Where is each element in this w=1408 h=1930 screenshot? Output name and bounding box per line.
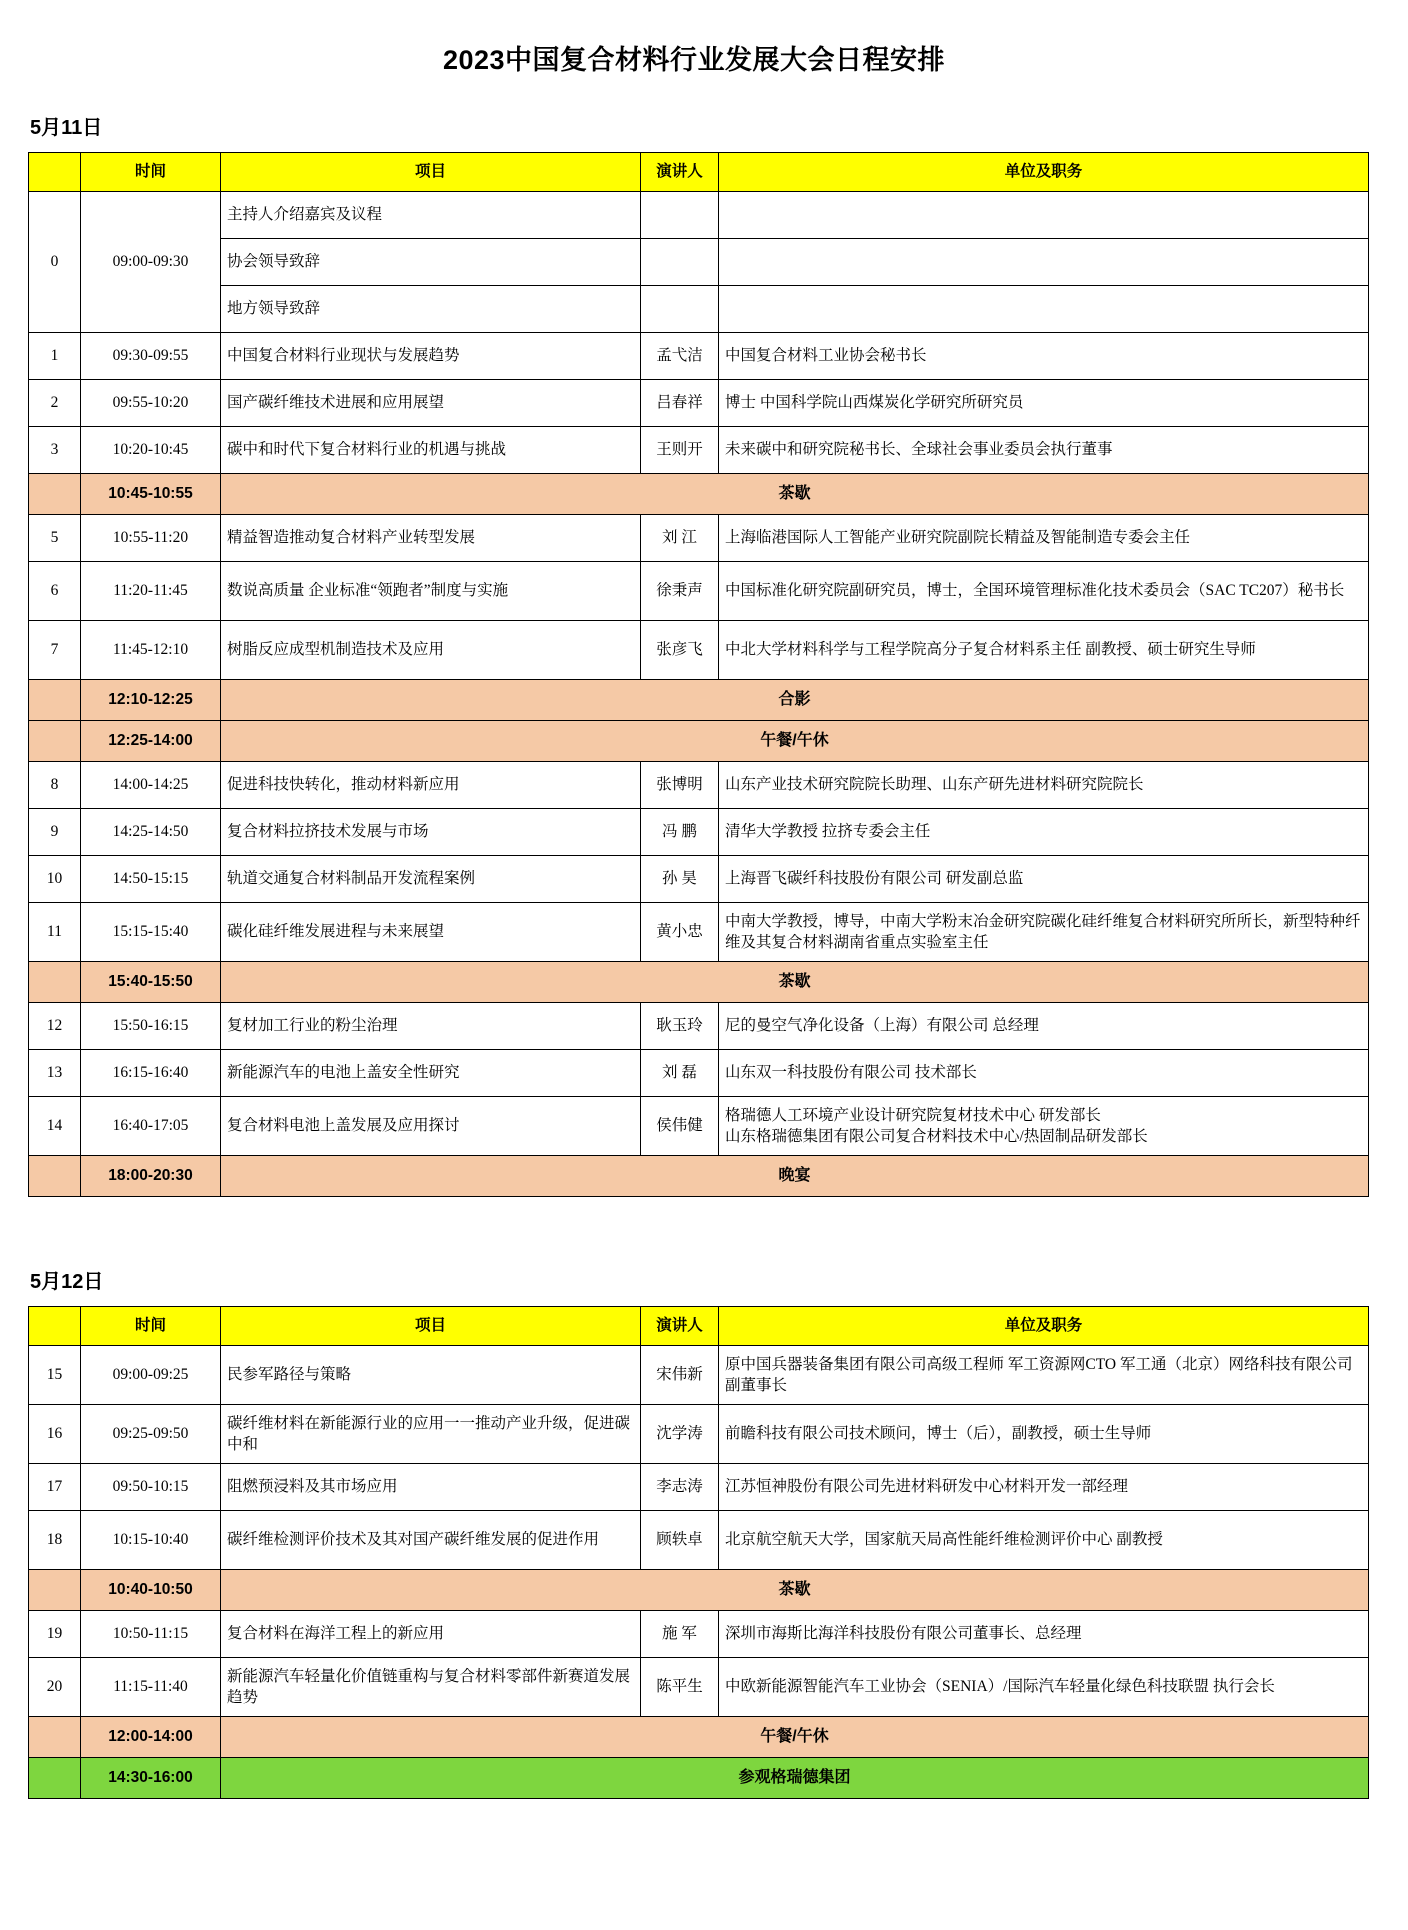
- row-index: 3: [29, 427, 81, 474]
- row-index: 9: [29, 809, 81, 856]
- row-topic: 碳中和时代下复合材料行业的机遇与挑战: [221, 427, 641, 474]
- row-index: 20: [29, 1658, 81, 1717]
- row-topic: 复合材料在海洋工程上的新应用: [221, 1611, 641, 1658]
- row-time: 18:00-20:30: [81, 1156, 221, 1197]
- row-index: [29, 474, 81, 515]
- row-topic: 精益智造推动复合材料产业转型发展: [221, 515, 641, 562]
- table-row: [29, 239, 1369, 286]
- row-index: 19: [29, 1611, 81, 1658]
- row-index: 7: [29, 621, 81, 680]
- row-organization: [719, 192, 1369, 239]
- row-time: 09:00-09:25: [81, 1346, 221, 1405]
- column-header-index: [29, 153, 81, 192]
- row-topic: 阻燃预浸料及其市场应用: [221, 1464, 641, 1511]
- row-topic: 复合材料电池上盖发展及应用探讨: [221, 1097, 641, 1156]
- row-index: 8: [29, 762, 81, 809]
- row-time: 15:15-15:40: [81, 903, 221, 962]
- row-time: 10:45-10:55: [81, 474, 221, 515]
- column-header-speaker: 演讲人: [641, 1307, 719, 1346]
- row-time: 15:50-16:15: [81, 1003, 221, 1050]
- row-index: 11: [29, 903, 81, 962]
- break-label: 茶歇: [221, 962, 1369, 1003]
- row-topic: 数说高质量 企业标准“领跑者”制度与实施: [221, 562, 641, 621]
- header-row: [29, 153, 1369, 192]
- table-row: [29, 286, 1369, 333]
- row-organization: 中国复合材料工业协会秘书长: [719, 333, 1369, 380]
- row-organization: 山东双一科技股份有限公司 技术部长: [719, 1050, 1369, 1097]
- row-speaker: 沈学涛: [641, 1405, 719, 1464]
- column-header-topic: 项目: [221, 1307, 641, 1346]
- row-time: 14:00-14:25: [81, 762, 221, 809]
- row-organization: 上海临港国际人工智能产业研究院副院长精益及智能制造专委会主任: [719, 515, 1369, 562]
- row-organization: 原中国兵器装备集团有限公司高级工程师 军工资源网CTO 军工通（北京）网络科技有限公司副董事长: [719, 1346, 1369, 1405]
- visit-label: 参观格瑞德集团: [221, 1758, 1369, 1799]
- row-topic: 碳纤维检测评价技术及其对国产碳纤维发展的促进作用: [221, 1511, 641, 1570]
- table-body-day1: [29, 192, 1369, 1197]
- row-index: [29, 721, 81, 762]
- day-block-1: [28, 111, 1388, 1197]
- row-index: 1: [29, 333, 81, 380]
- table-row: [29, 1511, 1369, 1570]
- row-speaker: 李志涛: [641, 1464, 719, 1511]
- column-header-speaker: 演讲人: [641, 153, 719, 192]
- column-header-time: 时间: [81, 1307, 221, 1346]
- row-index: 18: [29, 1511, 81, 1570]
- row-time: 09:25-09:50: [81, 1405, 221, 1464]
- table-body-day2: [29, 1346, 1369, 1799]
- row-speaker: 徐秉声: [641, 562, 719, 621]
- row-topic: 复合材料拉挤技术发展与市场: [221, 809, 641, 856]
- table-row: [29, 380, 1369, 427]
- table-row: [29, 856, 1369, 903]
- row-index: 6: [29, 562, 81, 621]
- row-speaker: 侯伟健: [641, 1097, 719, 1156]
- row-organization: 清华大学教授 拉挤专委会主任: [719, 809, 1369, 856]
- row-organization: 江苏恒神股份有限公司先进材料研发中心材料开发一部经理: [719, 1464, 1369, 1511]
- row-speaker: 黄小忠: [641, 903, 719, 962]
- row-index: [29, 962, 81, 1003]
- row-time: 09:30-09:55: [81, 333, 221, 380]
- row-topic: 树脂反应成型机制造技术及应用: [221, 621, 641, 680]
- table-row: [29, 1658, 1369, 1717]
- row-speaker: 陈平生: [641, 1658, 719, 1717]
- page-title: 2023中国复合材料行业发展大会日程安排: [442, 45, 946, 75]
- row-topic: 协会领导致辞: [221, 239, 641, 286]
- row-index: [29, 680, 81, 721]
- table-row: [29, 192, 1369, 239]
- row-time: 11:15-11:40: [81, 1658, 221, 1717]
- row-organization: 格瑞德人工环境产业设计研究院复材技术中心 研发部长 山东格瑞德集团有限公司复合材料技术中心/热固制品研发部长: [719, 1097, 1369, 1156]
- row-time: 16:40-17:05: [81, 1097, 221, 1156]
- row-index: [29, 1717, 81, 1758]
- row-topic: 碳化硅纤维发展进程与未来展望: [221, 903, 641, 962]
- break-label: 茶歇: [221, 474, 1369, 515]
- row-topic: 新能源汽车轻量化价值链重构与复合材料零部件新赛道发展趋势: [221, 1658, 641, 1717]
- row-organization: 北京航空航天大学，国家航天局高性能纤维检测评价中心 副教授: [719, 1511, 1369, 1570]
- row-organization: 未来碳中和研究院秘书长、全球社会事业委员会执行董事: [719, 427, 1369, 474]
- table-row: [29, 1003, 1369, 1050]
- table-row: [29, 1097, 1369, 1156]
- row-index: [29, 1758, 81, 1799]
- row-topic: 轨道交通复合材料制品开发流程案例: [221, 856, 641, 903]
- table-row: [29, 680, 1369, 721]
- table-row: [29, 809, 1369, 856]
- row-index: [29, 1570, 81, 1611]
- row-organization: 中北大学材料科学与工程学院高分子复合材料系主任 副教授、硕士研究生导师: [719, 621, 1369, 680]
- row-organization: [719, 239, 1369, 286]
- row-time: 09:50-10:15: [81, 1464, 221, 1511]
- column-header-index: [29, 1307, 81, 1346]
- row-index: 16: [29, 1405, 81, 1464]
- row-time: 12:25-14:00: [81, 721, 221, 762]
- row-speaker: 孙 昊: [641, 856, 719, 903]
- table-row: [29, 1464, 1369, 1511]
- break-label: 午餐/午休: [221, 1717, 1369, 1758]
- break-label: 合影: [221, 680, 1369, 721]
- row-index: 10: [29, 856, 81, 903]
- row-speaker: 耿玉玲: [641, 1003, 719, 1050]
- row-organization: 尼的曼空气净化设备（上海）有限公司 总经理: [719, 1003, 1369, 1050]
- day-label-2: 5月12日: [30, 1271, 104, 1293]
- row-speaker: 施 军: [641, 1611, 719, 1658]
- row-speaker: [641, 239, 719, 286]
- row-time: 10:55-11:20: [81, 515, 221, 562]
- row-time: 10:20-10:45: [81, 427, 221, 474]
- table-row: [29, 515, 1369, 562]
- row-speaker: [641, 286, 719, 333]
- row-time: 10:50-11:15: [81, 1611, 221, 1658]
- table-row: [29, 1611, 1369, 1658]
- row-speaker: 张博明: [641, 762, 719, 809]
- day-label-1: 5月11日: [30, 117, 103, 139]
- table-row: [29, 427, 1369, 474]
- row-speaker: [641, 192, 719, 239]
- table-row: [29, 1758, 1369, 1799]
- row-time: 09:00-09:30: [81, 192, 221, 333]
- row-time: 11:20-11:45: [81, 562, 221, 621]
- day-block-2: [28, 1265, 1388, 1799]
- row-speaker: 吕春祥: [641, 380, 719, 427]
- table-header-day1: [29, 153, 1369, 192]
- row-index: 5: [29, 515, 81, 562]
- table-row: [29, 1717, 1369, 1758]
- row-organization: 中国标准化研究院副研究员，博士，全国环境管理标准化技术委员会（SAC TC207）秘书长: [719, 562, 1369, 621]
- row-topic: 碳纤维材料在新能源行业的应用一一推动产业升级，促进碳中和: [221, 1405, 641, 1464]
- row-index: 14: [29, 1097, 81, 1156]
- row-organization: 中南大学教授，博导，中南大学粉末冶金研究院碳化硅纤维复合材料研究所所长，新型特种纤维及其复合材料湖南省重点实验室主任: [719, 903, 1369, 962]
- row-topic: 地方领导致辞: [221, 286, 641, 333]
- row-speaker: 刘 磊: [641, 1050, 719, 1097]
- table-row: [29, 562, 1369, 621]
- table-row: [29, 621, 1369, 680]
- header-row: [29, 1307, 1369, 1346]
- column-header-organization: 单位及职务: [719, 153, 1369, 192]
- break-label: 午餐/午休: [221, 721, 1369, 762]
- table-row: [29, 762, 1369, 809]
- row-speaker: 冯 鹏: [641, 809, 719, 856]
- row-organization: 中欧新能源智能汽车工业协会（SENIA）/国际汽车轻量化绿色科技联盟 执行会长: [719, 1658, 1369, 1717]
- row-topic: 中国复合材料行业现状与发展趋势: [221, 333, 641, 380]
- row-topic: 复材加工行业的粉尘治理: [221, 1003, 641, 1050]
- table-row: [29, 1570, 1369, 1611]
- break-label: 晚宴: [221, 1156, 1369, 1197]
- row-time: 14:50-15:15: [81, 856, 221, 903]
- row-organization: 上海晋飞碳纤科技股份有限公司 研发副总监: [719, 856, 1369, 903]
- row-index: 13: [29, 1050, 81, 1097]
- table-row: [29, 903, 1369, 962]
- break-label: 茶歇: [221, 1570, 1369, 1611]
- row-speaker: 宋伟新: [641, 1346, 719, 1405]
- table-row: [29, 333, 1369, 380]
- table-row: [29, 962, 1369, 1003]
- row-time: 10:40-10:50: [81, 1570, 221, 1611]
- row-time: 09:55-10:20: [81, 380, 221, 427]
- schedule-table-day2: [28, 1306, 1369, 1799]
- row-time: 12:00-14:00: [81, 1717, 221, 1758]
- row-speaker: 张彦飞: [641, 621, 719, 680]
- row-index: 17: [29, 1464, 81, 1511]
- column-header-topic: 项目: [221, 153, 641, 192]
- table-row: [29, 1346, 1369, 1405]
- row-time: 15:40-15:50: [81, 962, 221, 1003]
- row-time: 16:15-16:40: [81, 1050, 221, 1097]
- table-row: [29, 1050, 1369, 1097]
- row-topic: 新能源汽车的电池上盖安全性研究: [221, 1050, 641, 1097]
- schedule-table-day1: [28, 152, 1369, 1197]
- column-header-time: 时间: [81, 153, 221, 192]
- row-speaker: 孟弋洁: [641, 333, 719, 380]
- row-time: 12:10-12:25: [81, 680, 221, 721]
- row-organization: [719, 286, 1369, 333]
- table-row: [29, 1156, 1369, 1197]
- row-time: 11:45-12:10: [81, 621, 221, 680]
- row-speaker: 顾轶卓: [641, 1511, 719, 1570]
- row-organization: 山东产业技术研究院院长助理、山东产研先进材料研究院院长: [719, 762, 1369, 809]
- row-index: [29, 1156, 81, 1197]
- row-topic: 促进科技快转化，推动材料新应用: [221, 762, 641, 809]
- row-time: 14:30-16:00: [81, 1758, 221, 1799]
- table-header-day2: [29, 1307, 1369, 1346]
- table-row: [29, 721, 1369, 762]
- row-index: 12: [29, 1003, 81, 1050]
- row-topic: 民参军路径与策略: [221, 1346, 641, 1405]
- row-organization: 前瞻科技有限公司技术顾问，博士（后），副教授，硕士生导师: [719, 1405, 1369, 1464]
- row-speaker: 刘 江: [641, 515, 719, 562]
- row-index: 15: [29, 1346, 81, 1405]
- row-index: 0: [29, 192, 81, 333]
- row-topic: 国产碳纤维技术进展和应用展望: [221, 380, 641, 427]
- row-organization: 博士 中国科学院山西煤炭化学研究所研究员: [719, 380, 1369, 427]
- row-topic: 主持人介绍嘉宾及议程: [221, 192, 641, 239]
- table-row: [29, 474, 1369, 515]
- table-row: [29, 1405, 1369, 1464]
- row-time: 14:25-14:50: [81, 809, 221, 856]
- column-header-organization: 单位及职务: [719, 1307, 1369, 1346]
- row-time: 10:15-10:40: [81, 1511, 221, 1570]
- section-spacer: [28, 1205, 1388, 1265]
- row-organization: 深圳市海斯比海洋科技股份有限公司董事长、总经理: [719, 1611, 1369, 1658]
- row-index: 2: [29, 380, 81, 427]
- row-speaker: 王则开: [641, 427, 719, 474]
